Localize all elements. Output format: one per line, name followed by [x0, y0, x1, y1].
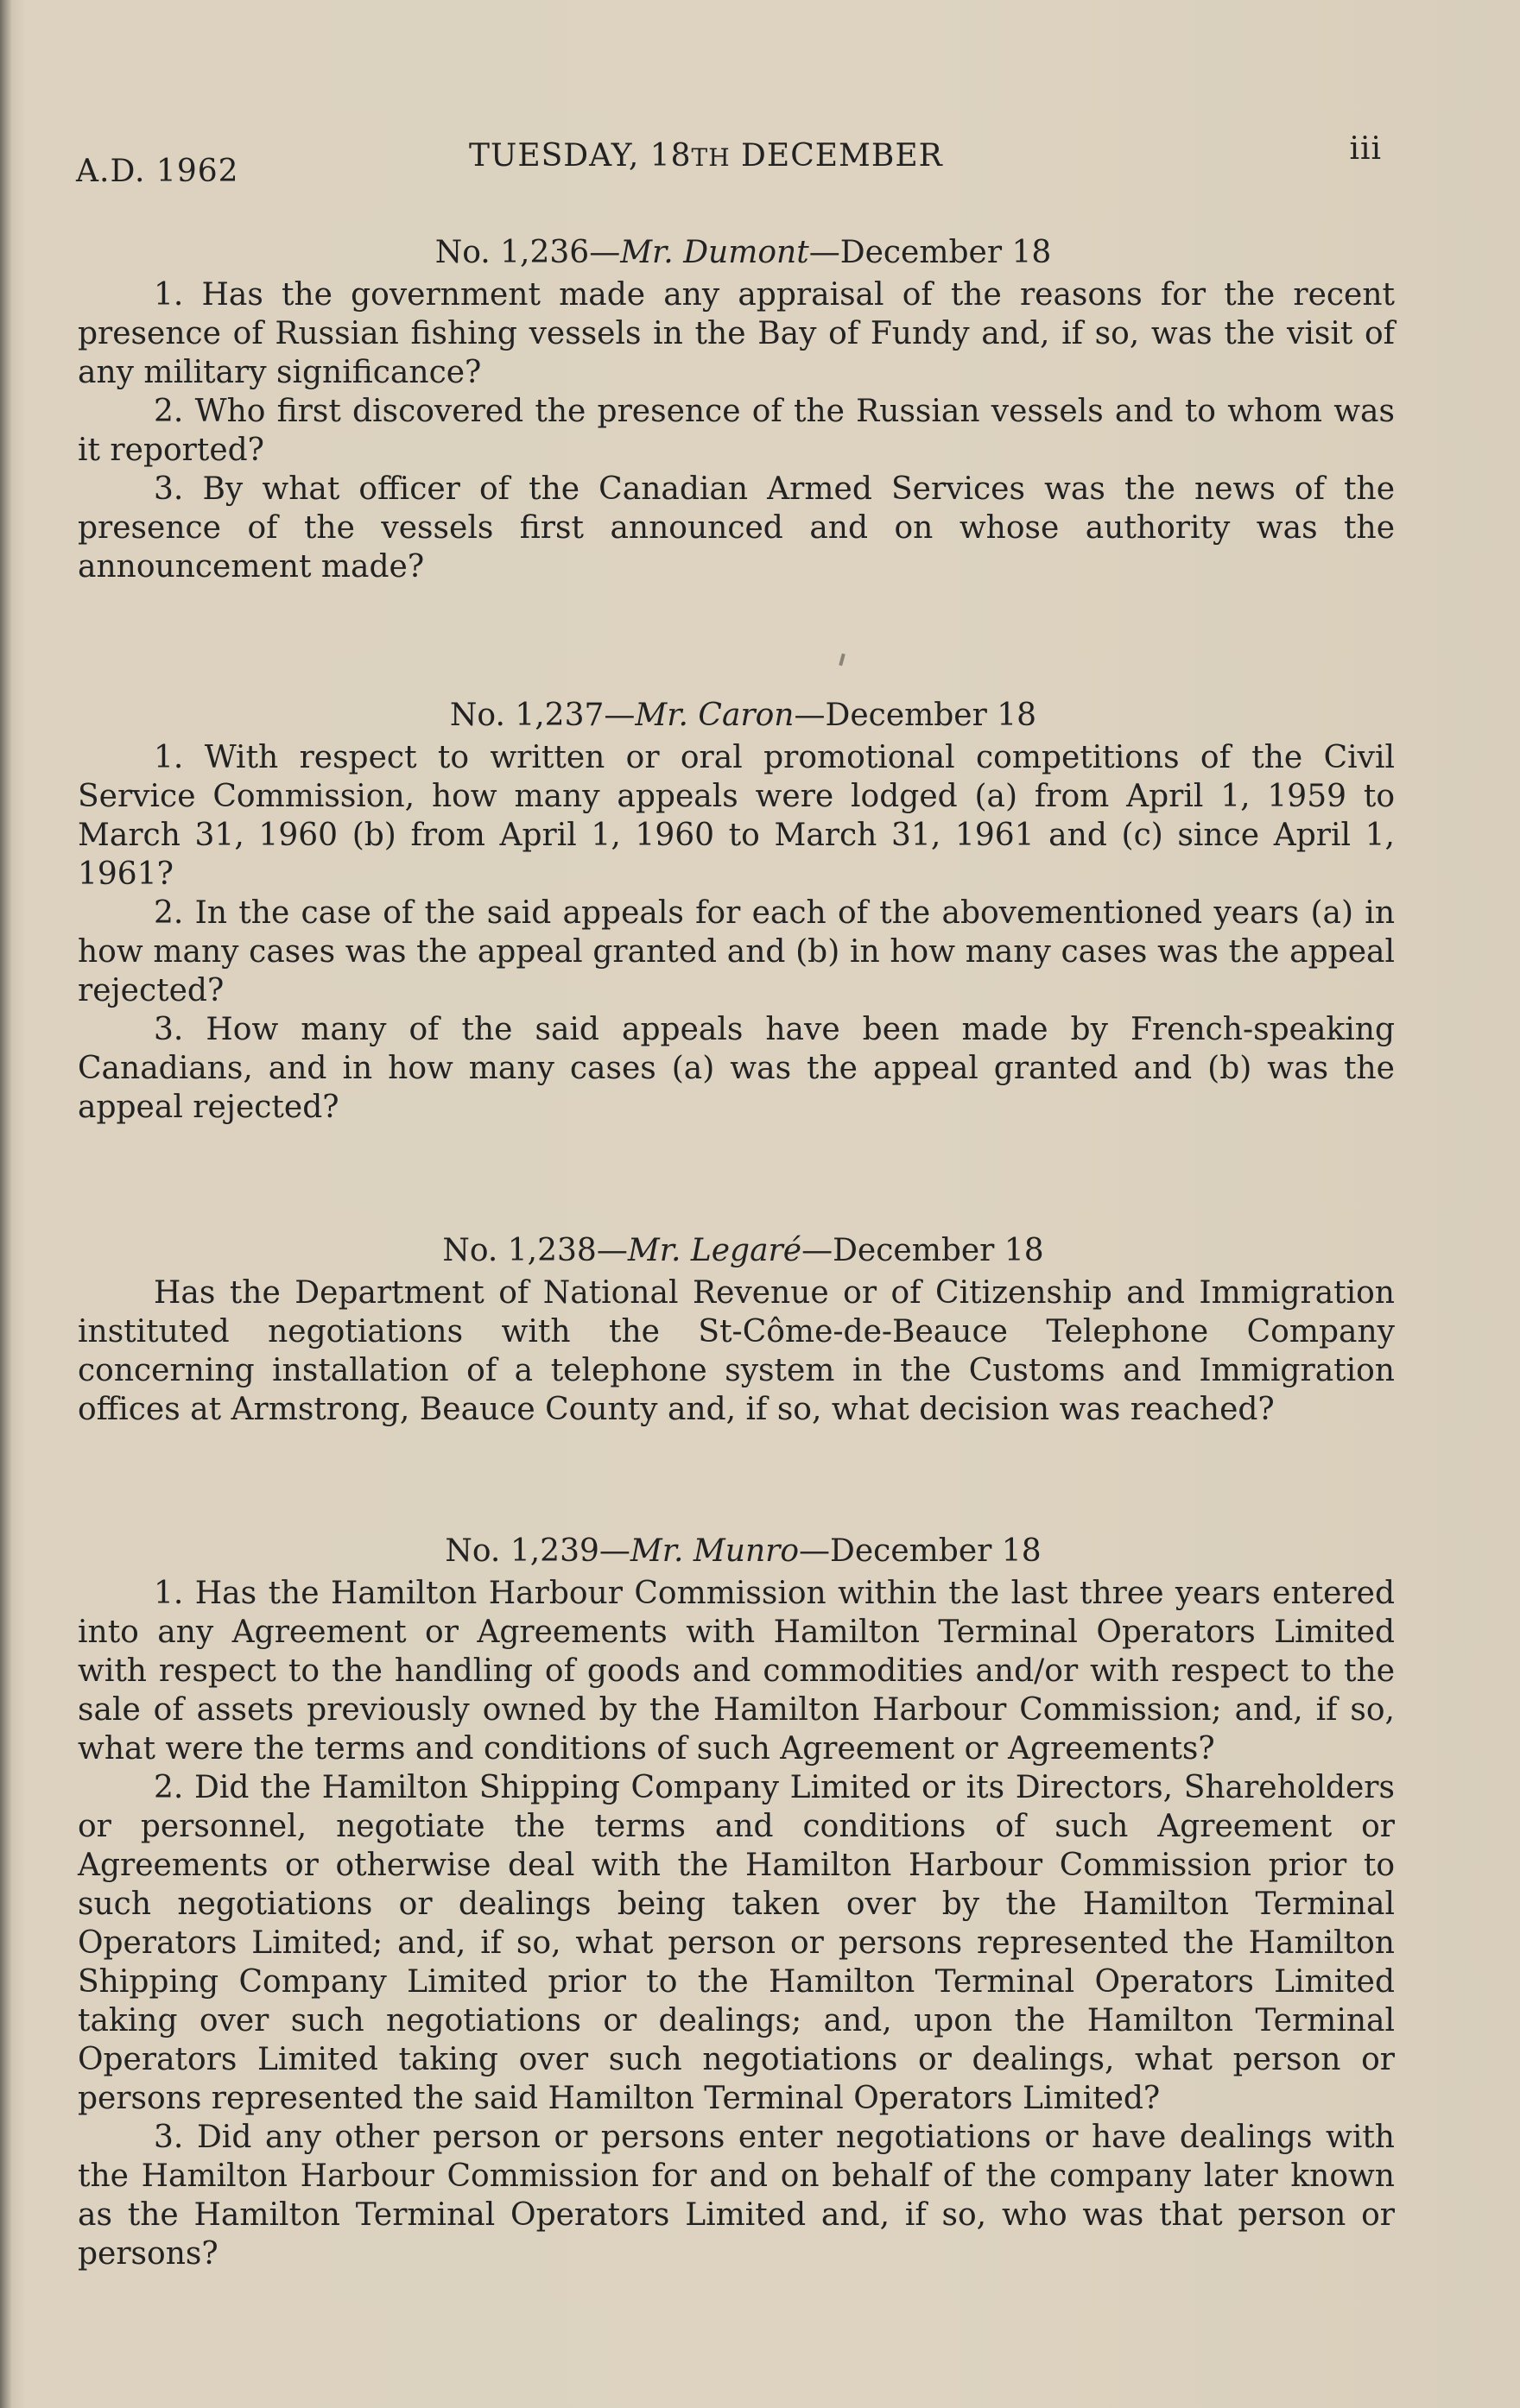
question-paragraph: 2. In the case of the said appeals for each of the abovementioned years (a) in how many cases was the appeal granted and (b) in how many cases was the appeal rejected?	[78, 895, 1395, 1008]
question-paragraph: 1. With respect to written or oral promotional competitions of the Civil Service Commission, how many appeals were lodged (a) from April 1, 1959 to March 31, 1960 (b) from April 1, 1960 to March 31, 1961 and (c) since April 1, 1961?	[78, 740, 1395, 892]
question-member: Mr. Munro	[630, 1533, 800, 1569]
question-paragraph: 1. Has the government made any appraisal of the reasons for the recent presence of Russian fishing vessels in the Bay of Fundy and, if so, was the visit of any military significance?	[78, 277, 1395, 390]
question-heading: No. 1,237—Mr. Caron—December 18	[449, 698, 1037, 733]
question-paragraph: 2. Did the Hamilton Shipping Company Limited or its Directors, Shareholders or personnel, negotiate the terms and conditions of such Agreement or Agreements or otherwise deal with the Hamilton Harbour Commission prior to such negotiations or dealings being taken over by the Hamilton Terminal Operators Limited; and, if so, what person or persons represented the Hamilton Shipping Company Limited prior to the Hamilton Terminal Operators Limited taking over such negotiations or dealings; and, upon the Hamilton Terminal Operators Limited taking over such negotiations or dealings, what person or persons represented the said Hamilton Terminal Operators Limited?	[78, 1770, 1395, 2116]
question-1236	[78, 235, 1395, 586]
page-number: iii	[1349, 131, 1382, 167]
question-1238	[78, 1233, 1395, 1429]
question-heading: No. 1,236—Mr. Dumont—December 18	[434, 235, 1052, 270]
question-paragraph: 1. Has the Hamilton Harbour Commission within the last three years entered into any Agreement or Agreements with Hamilton Terminal Operators Limited with respect to the handling of goods and commodities and/or with respect to the sale of assets previously owned by the Hamilton Harbour Commission; and, if so, what were the terms and conditions of such Agreement or Agreements?	[78, 1576, 1395, 1766]
question-date: December 18	[825, 698, 1037, 733]
question-number: No. 1,239	[445, 1533, 599, 1569]
header-year: A.D. 1962	[76, 154, 239, 189]
header-date	[469, 138, 943, 174]
question-heading: No. 1,239—Mr. Munro—December 18	[445, 1533, 1042, 1569]
question-member: Mr. Dumont	[620, 235, 809, 270]
question-number: No. 1,237	[449, 698, 605, 733]
question-date: December 18	[833, 1233, 1044, 1268]
question-heading: No. 1,238—Mr. Legaré—December 18	[442, 1233, 1044, 1268]
question-member: Mr. Legaré	[627, 1233, 802, 1268]
question-paragraph: 2. Who first discovered the presence of the Russian vessels and to whom was it reported?	[78, 394, 1395, 468]
question-paragraph: 3. Did any other person or persons enter negotiations or have dealings with the Hamilton Harbour Commission for and on behalf of the company later known as the Hamilton Terminal Operators Limited and, if so, who was that person or persons?	[78, 2120, 1395, 2272]
question-member: Mr. Caron	[635, 698, 795, 733]
question-paragraph: 3. By what officer of the Canadian Armed Services was the news of the presence of the vessels first announced and on whose authority was the announcement made?	[78, 471, 1395, 585]
header-day: TUESDAY, 18	[469, 138, 692, 174]
question-paragraph: Has the Department of National Revenue or of Citizenship and Immigration instituted negotiations with the St-Côme-de-Beauce Telephone Company concerning installation of a telephone system in the Customs and Immigration offices at Armstrong, Beauce County and, if so, what decision was reached?	[78, 1275, 1395, 1427]
header-month: DECEMBER	[730, 138, 943, 174]
question-date: December 18	[839, 235, 1052, 270]
header-day-suffix: TH	[691, 143, 731, 172]
question-1239	[78, 1533, 1395, 2273]
question-date: December 18	[830, 1533, 1042, 1569]
running-header	[76, 131, 1382, 190]
ink-mark	[839, 654, 845, 667]
question-number: No. 1,236	[434, 235, 590, 270]
question-1237	[78, 698, 1395, 1127]
question-paragraph: 3. How many of the said appeals have been made by French-speaking Canadians, and in how many cases (a) was the appeal granted and (b) was the appeal rejected?	[78, 1012, 1395, 1125]
question-number: No. 1,238	[442, 1233, 597, 1268]
